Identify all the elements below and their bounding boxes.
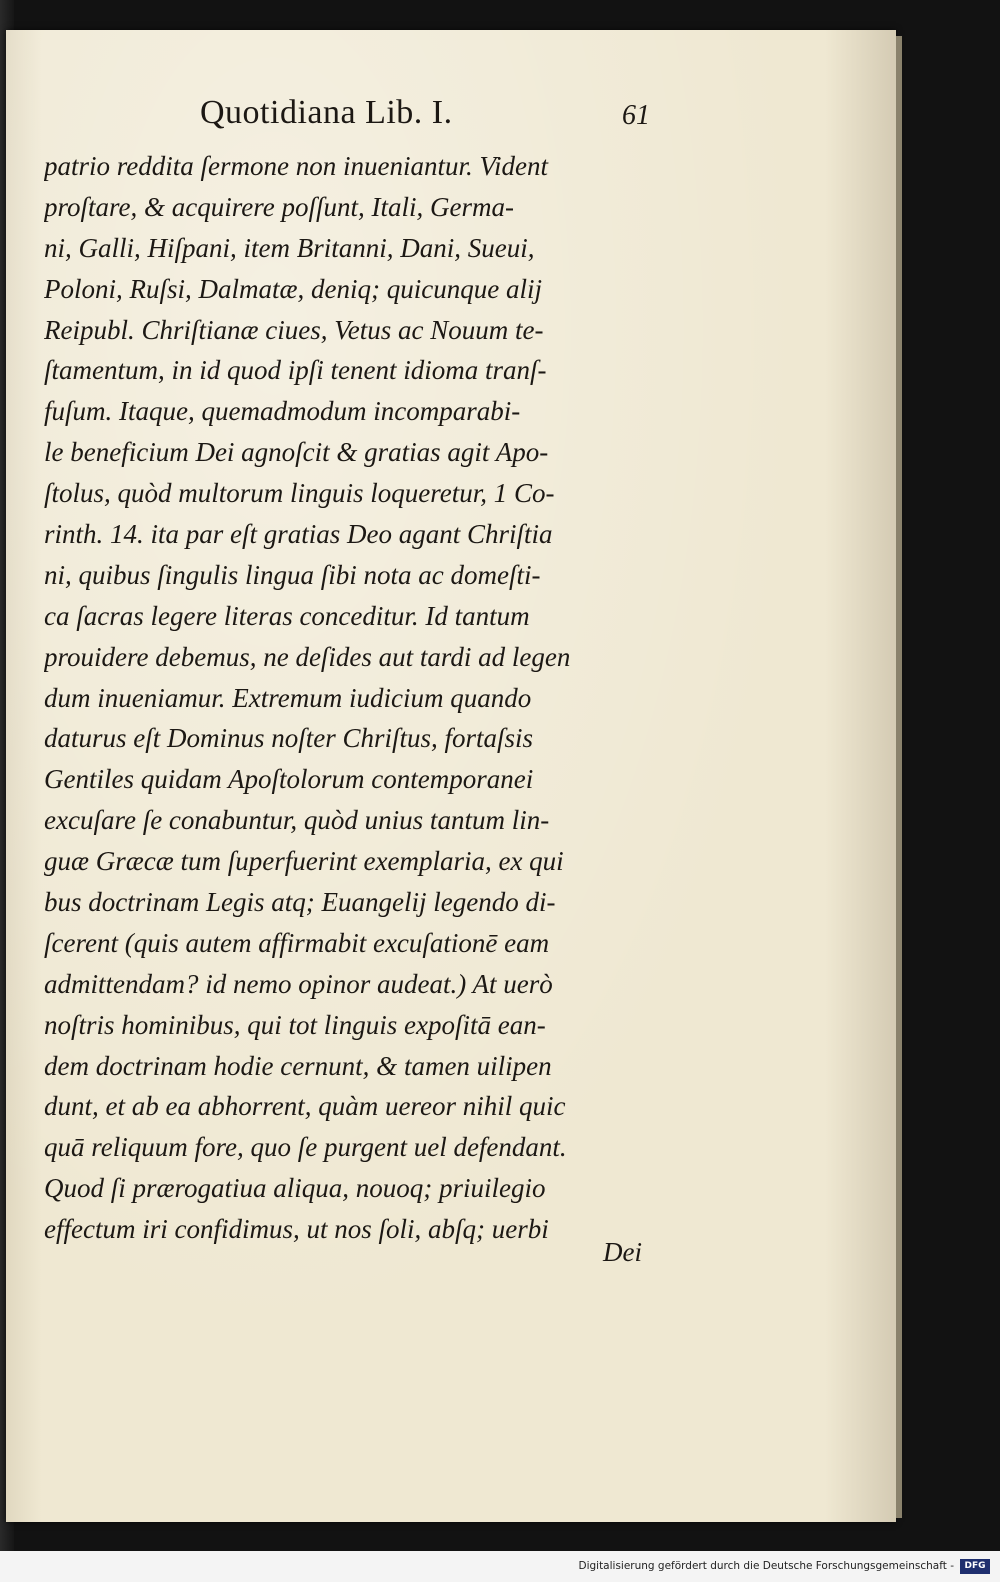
text-line: Gentiles quidam Apoſtolorum contemporanei — [44, 764, 534, 795]
page-number: 61 — [622, 100, 650, 131]
text-line: ſcerent (quis autem affirmabit excuſationē eam — [44, 927, 550, 958]
text-line: rinth. 14. ita par eſt gratias Deo agant Chriſtia — [44, 519, 553, 550]
text-line: noſtris hominibus, qui tot linguis expoſitā ean- — [44, 1009, 546, 1040]
text-line: daturus eſt Dominus noſter Chriſtus, fortaſsis — [44, 723, 534, 754]
catchword: Dei — [603, 1237, 642, 1267]
text-line: patrio reddita ſermone non inueniantur. Vident — [44, 151, 548, 181]
text-line: le beneficium Dei agnoſcit & gratias agit Apo- — [44, 437, 549, 468]
text-line: Quod ſi prærogatiua aliqua, nouoq; priuilegio — [44, 1173, 546, 1204]
text-line: ſtamentum, in id quod ipſi tenent idioma tranſ- — [44, 355, 547, 386]
text-line: proſtare, & acquirere poſſunt, Itali, Germa- — [44, 191, 514, 222]
text-line: ni, quibus ſingulis lingua ſibi nota ac domeſti- — [44, 559, 541, 590]
running-head: Quotidiana Lib. I. — [200, 94, 453, 131]
dfg-logo: DFG — [960, 1559, 990, 1574]
text-line: dunt, et ab ea abhorrent, quàm uereor nihil quic — [44, 1091, 566, 1122]
page-header — [200, 94, 650, 142]
text-line: ſtolus, quòd multorum linguis loqueretur, 1 Co- — [44, 478, 555, 509]
text-line: bus doctrinam Legis atq; Euangelij legendo di- — [44, 887, 556, 918]
text-line: Poloni, Ruſsi, Dalmatæ, deniq; quicunque alij — [44, 273, 542, 304]
funding-credit: Digitalisierung gefördert durch die Deutsche Forschungsgemeinschaft - — [578, 1560, 954, 1572]
text-line: prouidere debemus, ne deſides aut tardi ad legen — [44, 641, 571, 672]
text-line: admittendam? id nemo opinor audeat.) At uerò — [44, 968, 553, 999]
text-line: effectum iri confidimus, ut nos ſoli, abſq; uerbi — [44, 1214, 549, 1245]
text-line: ni, Galli, Hiſpani, item Britanni, Dani, Sueui, — [44, 232, 535, 263]
digitization-footer — [0, 1551, 1000, 1582]
text-line: dum inueniamur. Extremum iudicium quando — [44, 682, 532, 713]
text-line: guæ Græcæ tum ſuperfuerint exemplaria, ex qui — [44, 846, 564, 877]
page-edge — [896, 36, 902, 1518]
text-line: excuſare ſe conabuntur, quòd unius tantum lin- — [44, 805, 550, 836]
text-line: dem doctrinam hodie cernunt, & tamen uilipen — [44, 1050, 552, 1081]
text-line: Reipubl. Chriſtianæ ciues, Vetus ac Nouum te- — [44, 314, 544, 345]
text-line: ca ſacras legere literas conceditur. Id tantum — [44, 600, 530, 631]
text-line: quā reliquum fore, quo ſe purgent uel defendant. — [44, 1132, 567, 1163]
text-line: fuſum. Itaque, quemadmodum incomparabi- — [44, 396, 521, 427]
body-text — [44, 146, 644, 1250]
